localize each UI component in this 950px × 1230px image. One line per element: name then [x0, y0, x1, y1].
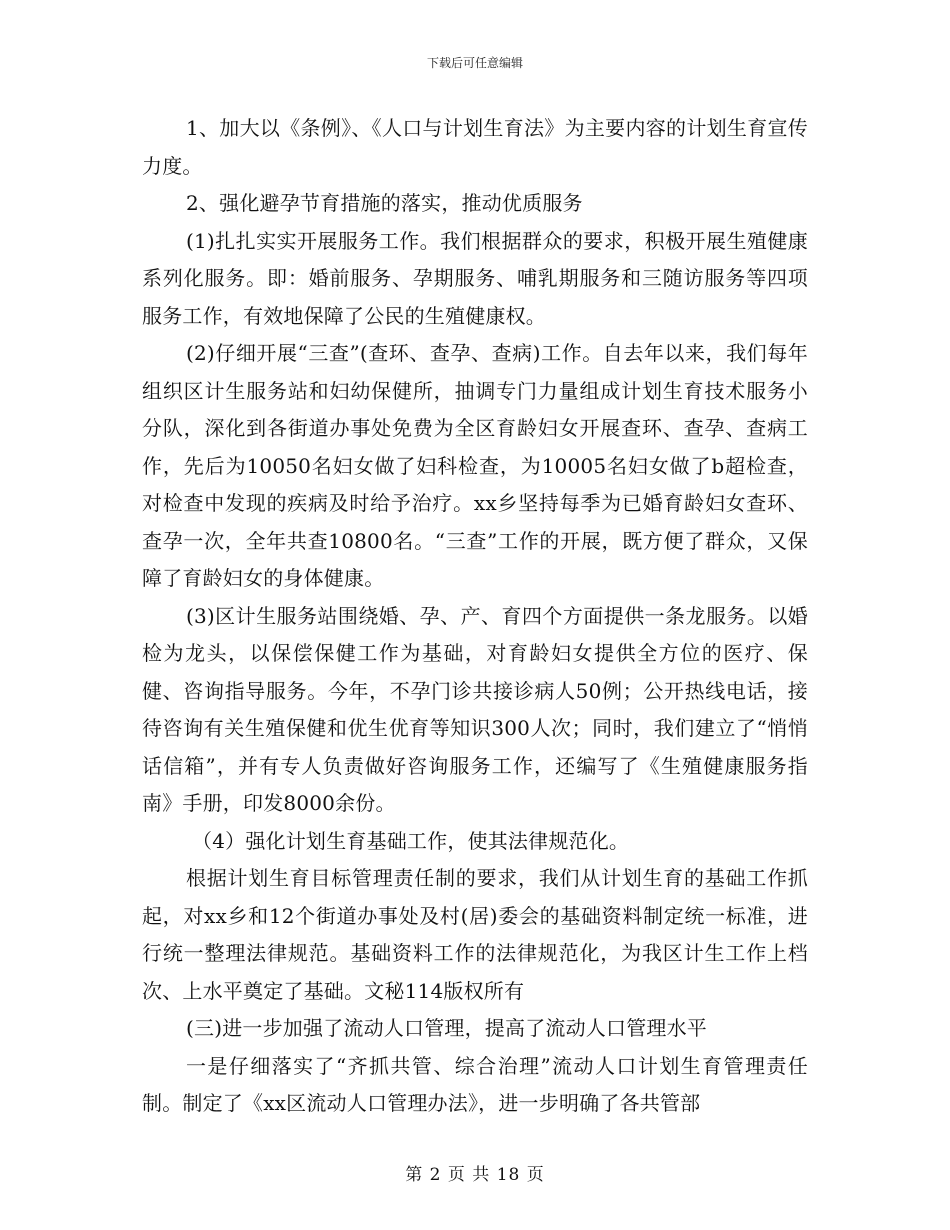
paragraph-1: 1、加大以《条例》、《人口与计划生育法》为主要内容的计划生育宣传力度。 — [142, 116, 808, 178]
paragraph-8: (三)进一步加强了流动人口管理，提高了流动人口管理水平 — [186, 1016, 708, 1040]
paragraph-5: (3)区计生服务站围绕婚、孕、产、育四个方面提供一条龙服务。以婚检为龙头，以保偿保健工作为基础，对育龄妇女提供全方位的医疗、保健、咨询指导服务。今年，不孕门诊共接诊病人50例；公开热线电话，接待咨询有关生殖保健和优生优育等知识300人次；同时，我们建立了“悄悄话信箱”，并有专人负责做好咨询服务工作，还编写了《生殖健康服务指南》手册，印发8000余份。 — [142, 603, 808, 815]
paragraph-7: 根据计划生育目标管理责任制的要求，我们从计划生育的基础工作抓起，对xx乡和12个街道办事处及村(居)委会的基础资料制定统一标准，进行统一整理法律规范。基础资料工作的法律规范化，为我区计生工作上档次、上水平奠定了基础。文秘114版权所有 — [142, 866, 808, 1003]
paragraph-4: (2)仔细开展“三查”(查环、查孕、查病)工作。自去年以来，我们每年组织区计生服务站和妇幼保健所，抽调专门力量组成计划生育技术服务小分队，深化到各街道办事处免费为全区育龄妇女开展查环、查孕、查病工作，先后为10050名妇女做了妇科检查，为10005名妇女做了b超检查，对检查中发现的疾病及时给予治疗。xx乡坚持每季为已婚育龄妇女查环、查孕一次，全年共查10800名。“三查”工作的开展，既方便了群众，又保障了育龄妇女的身体健康。 — [142, 341, 808, 590]
body-text — [142, 110, 808, 1123]
paragraph-6: （4）强化计划生育基础工作，使其法律规范化。 — [192, 828, 630, 853]
page-number-footer: 第 2 页 共 18 页 — [405, 1165, 545, 1185]
paragraph-2: 2、强化避孕节育措施的落实，推动优质服务 — [186, 191, 583, 215]
page-header: 下载后可任意编辑 — [426, 56, 523, 70]
paragraph-9: 一是仔细落实了“齐抓共管、综合治理”流动人口计划生育管理责任制。制定了《xx区流动人口管理办法》，进一步明确了各共管部 — [142, 1053, 808, 1115]
paragraph-3: (1)扎扎实实开展服务工作。我们根据群众的要求，积极开展生殖健康系列化服务。即：婚前服务、孕期服务、哺乳期服务和三随访服务等四项服务工作，有效地保障了公民的生殖健康权。 — [142, 228, 808, 328]
